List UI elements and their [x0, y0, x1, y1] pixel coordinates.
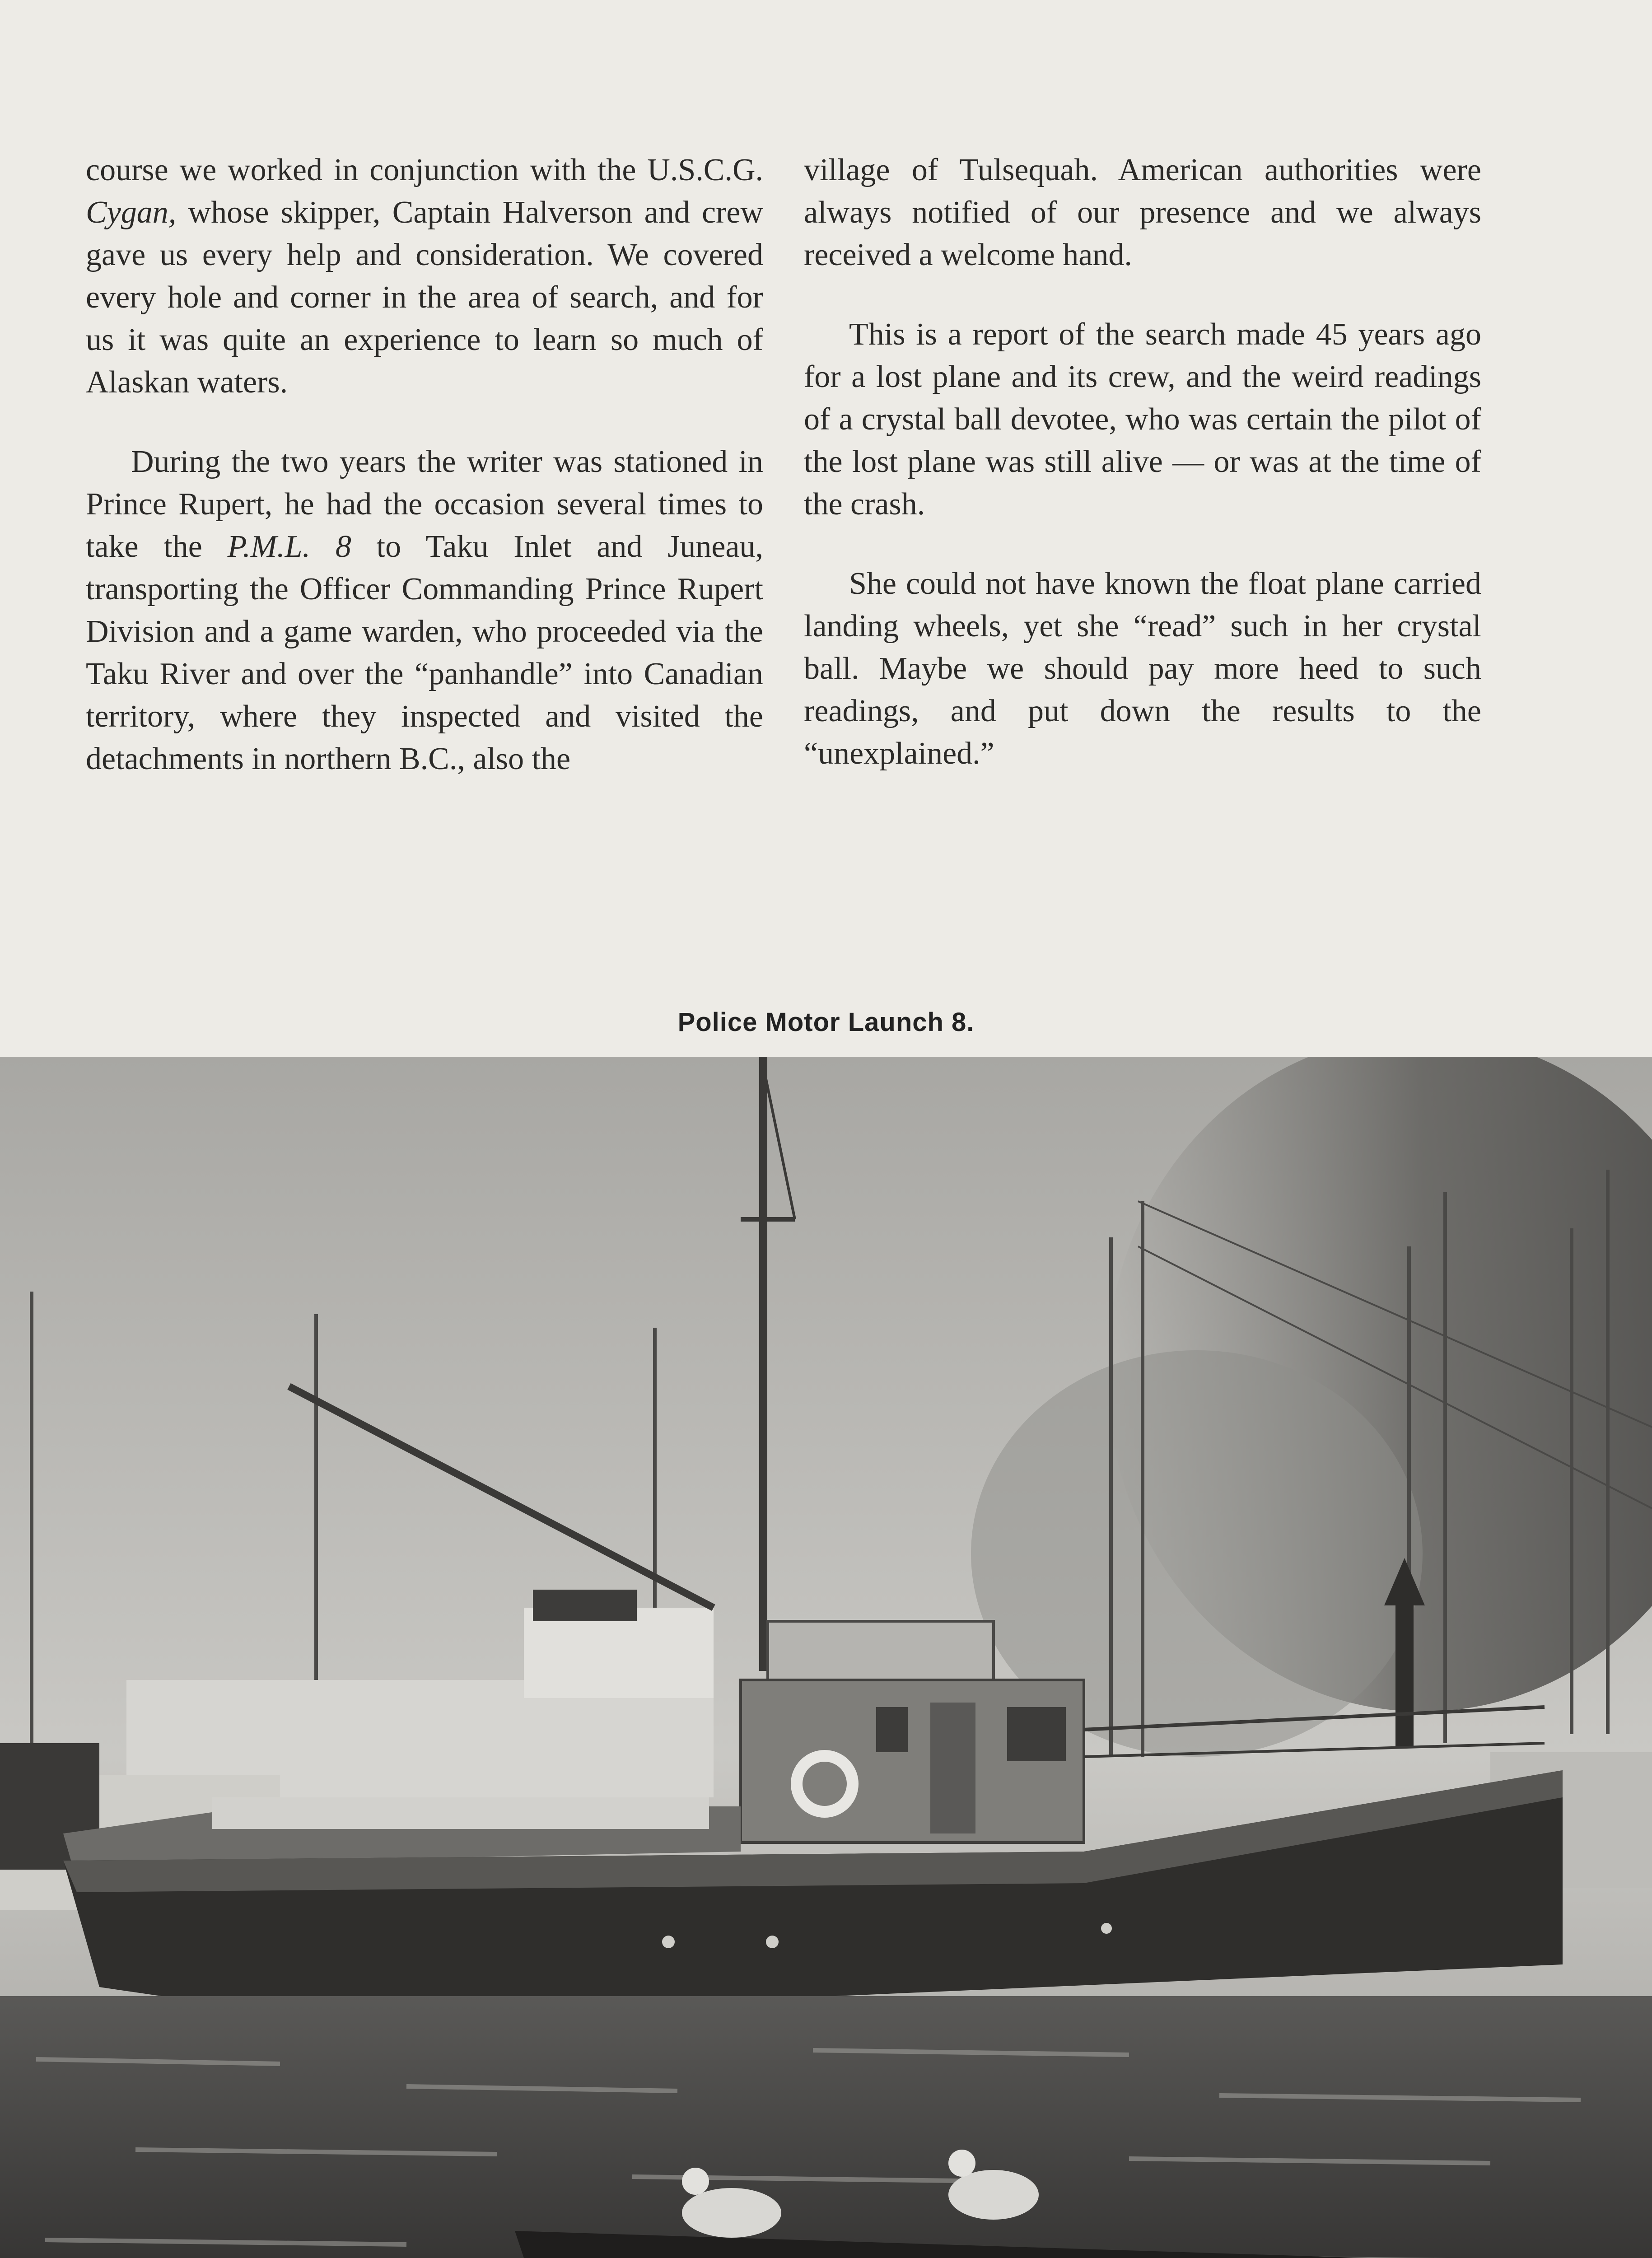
text-run: whose skipper, Captain Halverson and crew gave us every help and consideration. We covered every hole and corner in the area of search, and for us it was quite an experience to learn so much of Alaskan waters.	[86, 195, 763, 400]
right-text-column	[804, 149, 1481, 775]
seagull	[948, 2150, 975, 2177]
left-paragraph-2	[86, 441, 763, 780]
seagull	[682, 2188, 781, 2238]
text-run: to Taku Inlet and Juneau, transporting the Officer Commanding Prince Rupert Division and a game warden, who proceeded via the Taku River and over the “panhandle” into Canadian territory, where they inspected and visited the detachments in northern B.C., also the	[86, 529, 763, 776]
right-paragraph-2: This is a report of the search made 45 years ago for a lost plane and its crew, and the weird readings of a crystal ball devotee, who was certain the pilot of the lost plane was still alive — or was at the time of the crash.	[804, 317, 1481, 522]
photo-caption: Police Motor Launch 8.	[677, 1008, 975, 1037]
harbour-water	[0, 1996, 1652, 2258]
seagull	[948, 2170, 1039, 2220]
text-run: During the two years the writer was stationed in Prince Rupert, he had the occasion several times to take the	[86, 444, 763, 564]
seagull	[682, 2168, 709, 2195]
right-paragraph-1: village of Tulsequah. American authorities were always notified of our presence and we always received a welcome hand.	[804, 153, 1481, 272]
vessel-name-italic: Cygan,	[86, 195, 177, 230]
text-run: course we worked in conjunction with the U.S.C.G.	[86, 153, 763, 187]
right-paragraph-3: She could not have known the float plane carried landing wheels, yet she “read” such in her crystal ball. Maybe we should pay more heed to such readings, and put down the results to the “unexplained.”	[804, 566, 1481, 771]
left-paragraph-1	[86, 149, 763, 404]
boat-photograph	[0, 1057, 1652, 2258]
left-text-column	[86, 149, 763, 780]
vessel-name-italic: P.M.L. 8	[227, 529, 351, 564]
